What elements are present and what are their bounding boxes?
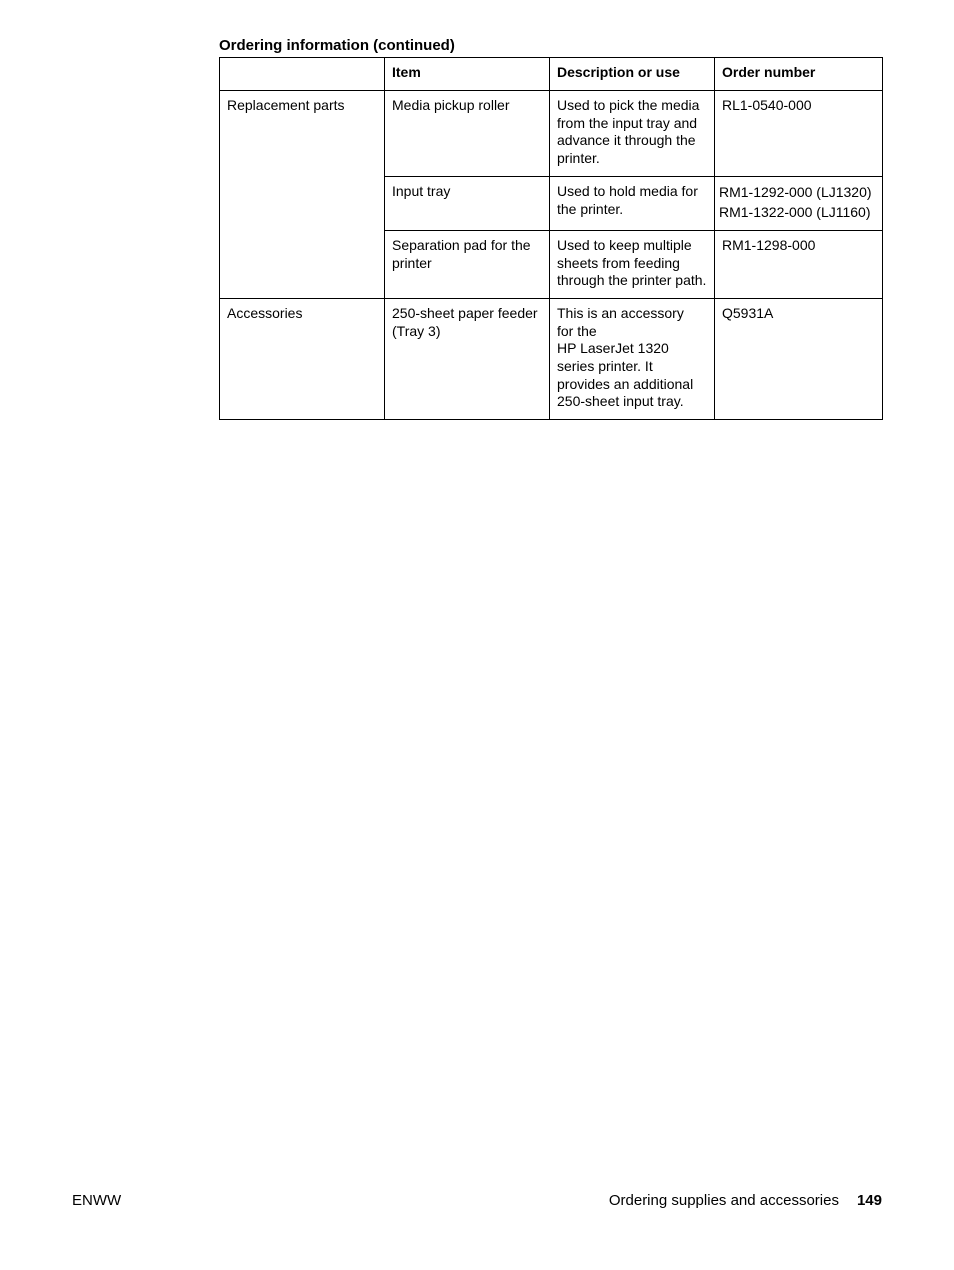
table-row: [220, 298, 883, 419]
table-header-row: [220, 58, 883, 91]
description-line: series printer. It: [557, 358, 653, 375]
order-number-cell: [715, 298, 883, 419]
order-number: RM1-1292-000 (LJ1320): [719, 183, 872, 200]
item-cell: Input tray: [385, 176, 550, 230]
description-cell: Used to hold media for the printer.: [550, 176, 715, 230]
item-cell: Separation pad for the printer: [385, 230, 550, 298]
category-cell: Accessories: [220, 298, 385, 419]
order-number-cell: [715, 176, 883, 230]
description-line: provides an additional: [557, 375, 694, 392]
order-number: RM1-1298-000: [722, 236, 816, 253]
item-cell: 250-sheet paper feeder (Tray 3): [385, 298, 550, 419]
footer-section-title: Ordering supplies and accessories: [608, 1192, 839, 1209]
description-line: for the: [557, 322, 597, 339]
table-caption: Ordering information (continued): [219, 37, 455, 54]
description-cell: Used to keep multiple sheets from feeding through the printer path.: [550, 230, 715, 298]
description-line: 250-sheet input tray.: [557, 393, 684, 410]
footer-doc-code: ENWW: [72, 1192, 122, 1209]
item-cell: Media pickup roller: [385, 91, 550, 177]
description-cell: Used to pick the media from the input tray and advance it through the printer.: [550, 91, 715, 177]
order-number: Q5931A: [722, 304, 774, 321]
description-cell: [550, 298, 715, 419]
header-description: Description or use: [550, 58, 715, 91]
header-order-number: Order number: [715, 58, 883, 91]
footer-right: [609, 1192, 882, 1209]
page-number: 149: [856, 1192, 882, 1209]
table-row: [220, 91, 883, 177]
header-item: Item: [385, 58, 550, 91]
description-line: This is an accessory: [557, 304, 684, 321]
order-number-cell: [715, 230, 883, 298]
header-category: [220, 58, 385, 91]
order-number: RL1-0540-000: [722, 97, 812, 113]
order-number-cell: [715, 91, 883, 177]
order-number: RM1-1322-000 (LJ1160): [719, 203, 871, 220]
description-line: HP LaserJet 1320: [557, 340, 669, 357]
ordering-information-table: [219, 57, 883, 420]
category-cell: Replacement parts: [220, 91, 385, 299]
